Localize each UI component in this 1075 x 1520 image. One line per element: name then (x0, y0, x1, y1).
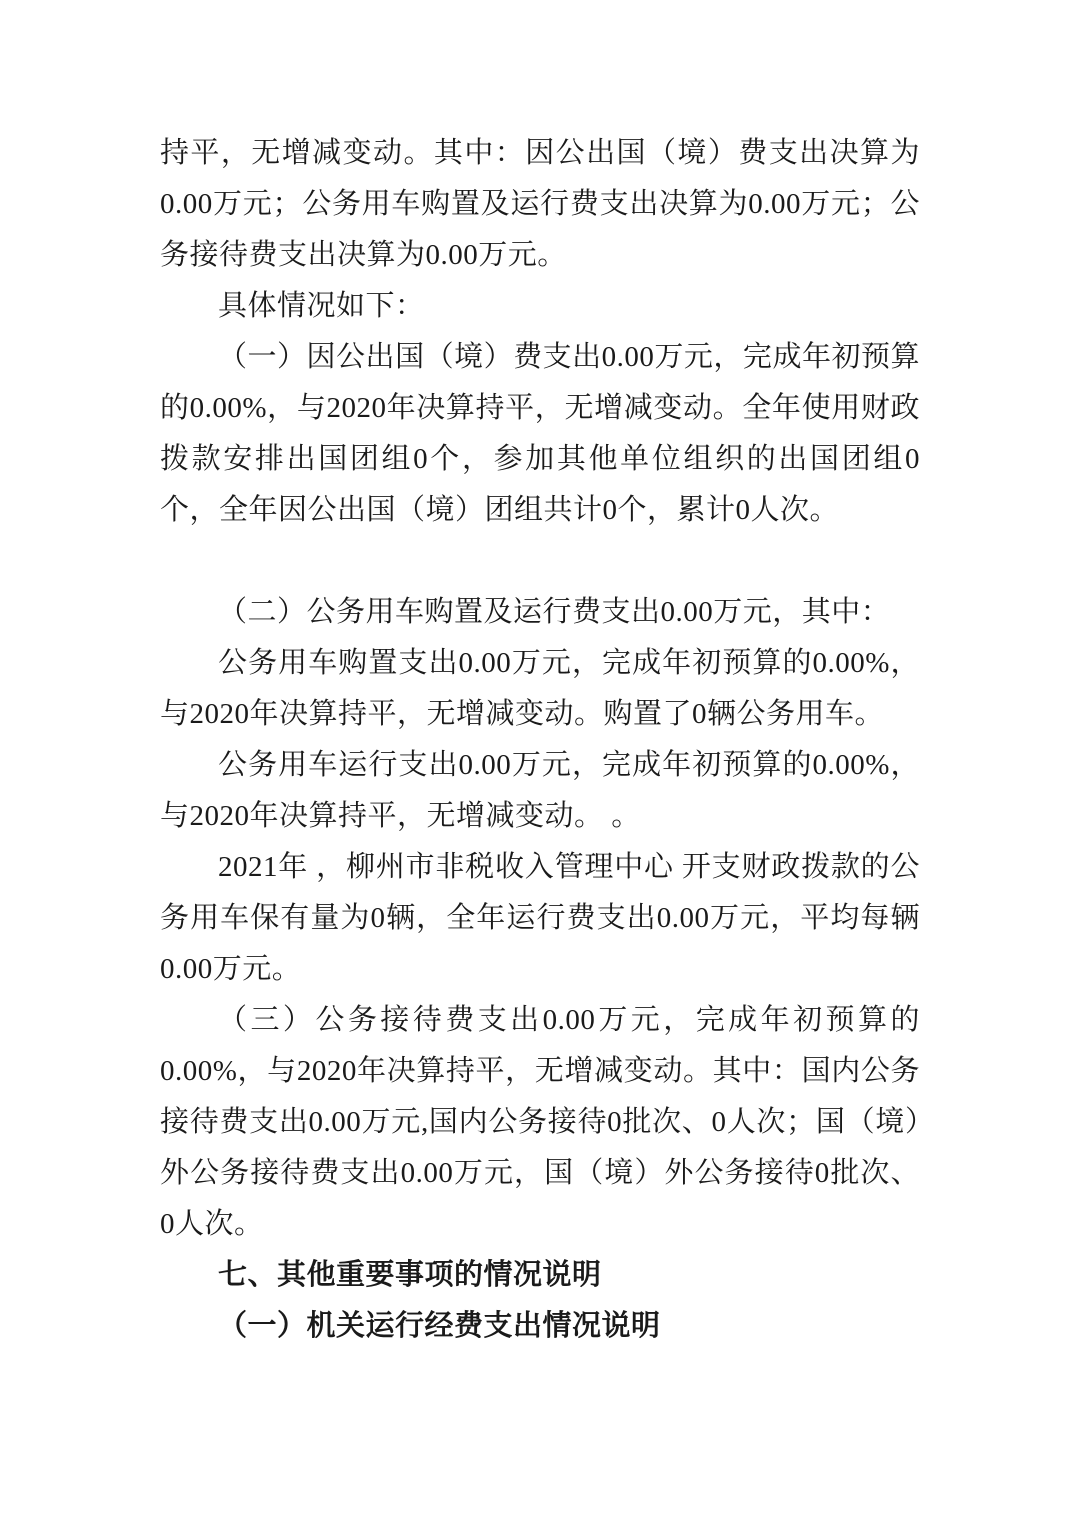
heading-section-other-important-items: 七、其他重要事项的情况说明 (218, 1259, 602, 1291)
para-item2-vehicle-total: （二）公务用车购置及运行费支出0.00万元，其中： (218, 596, 891, 628)
blank-line (160, 536, 920, 587)
para-vehicle-purchase: 公务用车购置支出0.00万元，完成年初预算的0.00%，与2020年决算持平，无增减变动。购置了0辆公务用车。 (160, 647, 920, 730)
para-vehicle-operation: 公务用车运行支出0.00万元，完成年初预算的0.00%，与2020年决算持平，无增减变动。 。 (160, 749, 920, 832)
para-details-intro: 具体情况如下： (218, 290, 425, 322)
para-vehicle-ownership: 2021年 ，柳州市非税收入管理中心 开支财政拨款的公务用车保有量为0辆，全年运行费支出0.00万元，平均每辆0.00万元。 (160, 851, 920, 985)
heading-subsection-agency-operating-expense: （一）机关运行经费支出情况说明 (218, 1310, 661, 1342)
document-body (160, 128, 920, 1352)
para-sangong-summary-continuation: 持平，无增减变动。其中：因公出国（境）费支出决算为0.00万元；公务用车购置及运行费支出决算为0.00万元；公务接待费支出决算为0.00万元。 (160, 137, 920, 271)
para-item1-abroad-expense: （一）因公出国（境）费支出0.00万元，完成年初预算的0.00%，与2020年决算持平，无增减变动。全年使用财政拨款安排出国团组0个，参加其他单位组织的出国团组0个，全年因公出国（境）团组共计0个，累计0人次。 (160, 341, 920, 526)
para-item3-reception-expense: （三）公务接待费支出0.00万元，完成年初预算的0.00%，与2020年决算持平，无增减变动。其中：国内公务接待费支出0.00万元,国内公务接待0批次、0人次；国（境）外公务接待费支出0.00万元，国（境）外公务接待0批次、0人次。 (160, 1004, 920, 1240)
